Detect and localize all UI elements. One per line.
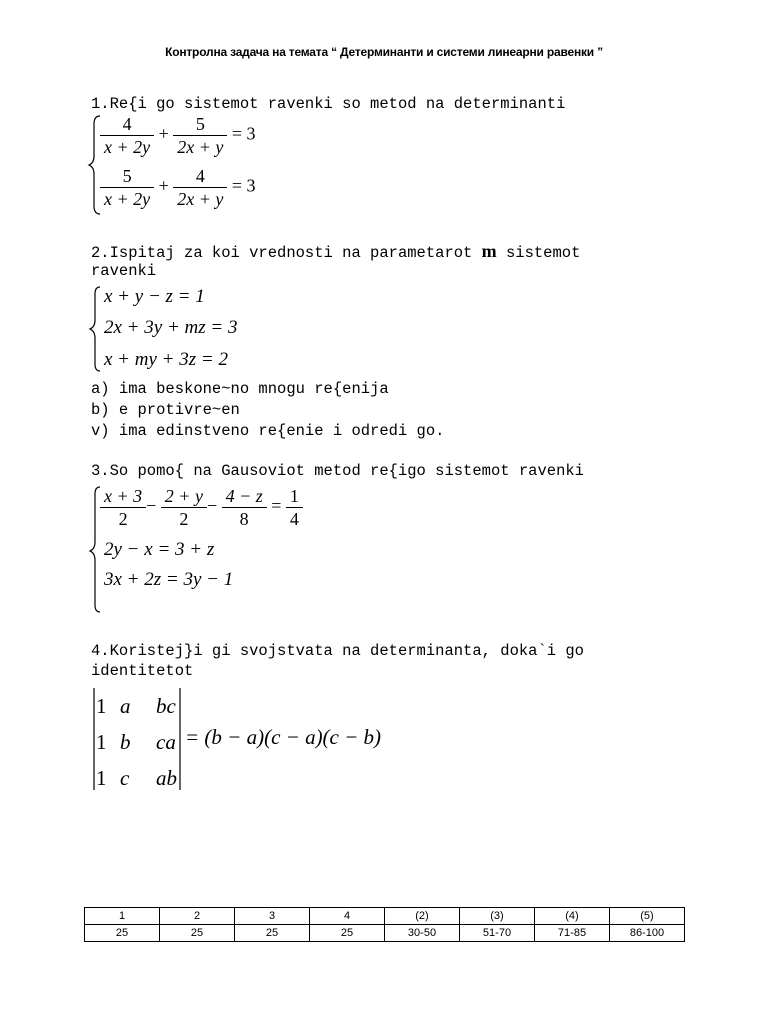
equation-2-row-2: 2x + 3y + mz = 3 <box>104 317 238 338</box>
equation-1-row-1: $\frac{4}{x + 2y}$ + $\frac{5}{2x + y}$ = 3 <box>100 114 256 157</box>
option-a: a) ima beskone~no mnogu re{enija <box>91 380 389 398</box>
problem-2-text-line-2: ravenki <box>91 262 157 280</box>
problem-4-text: 4.Koristej}i gi svojstvata na determinanta, doka`i go <box>91 642 584 660</box>
equation-3-row-2: 2y − x = 3 + z <box>104 539 215 560</box>
equation-1-row-2: $\frac{5}{x + 2y}$ + $\frac{4}{2x + y}$ = 3 <box>100 166 256 209</box>
equation-2-row-1: x + y − z = 1 <box>104 286 205 307</box>
option-v: v) ima edinstveno re{enie i odredi go. <box>91 422 445 440</box>
equation-3-row-3: 3x + 2z = 3y − 1 <box>104 569 234 590</box>
option-b: b) e protivre~en <box>91 401 240 419</box>
problem-1-text: 1.Re{i go sistemot ravenki so metod na determinanti <box>91 95 566 113</box>
page-title: Контролна задача на темата “ Детерминанти и системи линеарни равенки ” <box>165 45 603 59</box>
problem-4-text-line-2: identitetot <box>91 662 194 680</box>
table-row: 25 25 25 25 30-50 51-70 71-85 86-100 <box>85 925 685 942</box>
equation-2-row-3: x + my + 3z = 2 <box>104 349 228 370</box>
problem-2-text: 2.Ispitaj za koi vrednosti na parametarot m sistemot <box>91 241 581 262</box>
identity-rhs: = (b − a)(c − a)(c − b) <box>185 725 382 749</box>
score-table <box>84 907 685 942</box>
equation-3-row-1: $\frac{x + 3}{2}$ − $\frac{2 + y}{2}$ − $\frac{4 - z}{8}$ = $\frac{1}{4}$ <box>100 486 303 529</box>
problem-3-text: 3.So pomo{ na Gausoviot metod re{igo sistemot ravenki <box>91 462 584 480</box>
table-row: 1 2 3 4 (2) (3) (4) (5) <box>85 908 685 925</box>
determinant-matrix: 1 a bc 1 b ca 1 c ab <box>96 694 177 790</box>
